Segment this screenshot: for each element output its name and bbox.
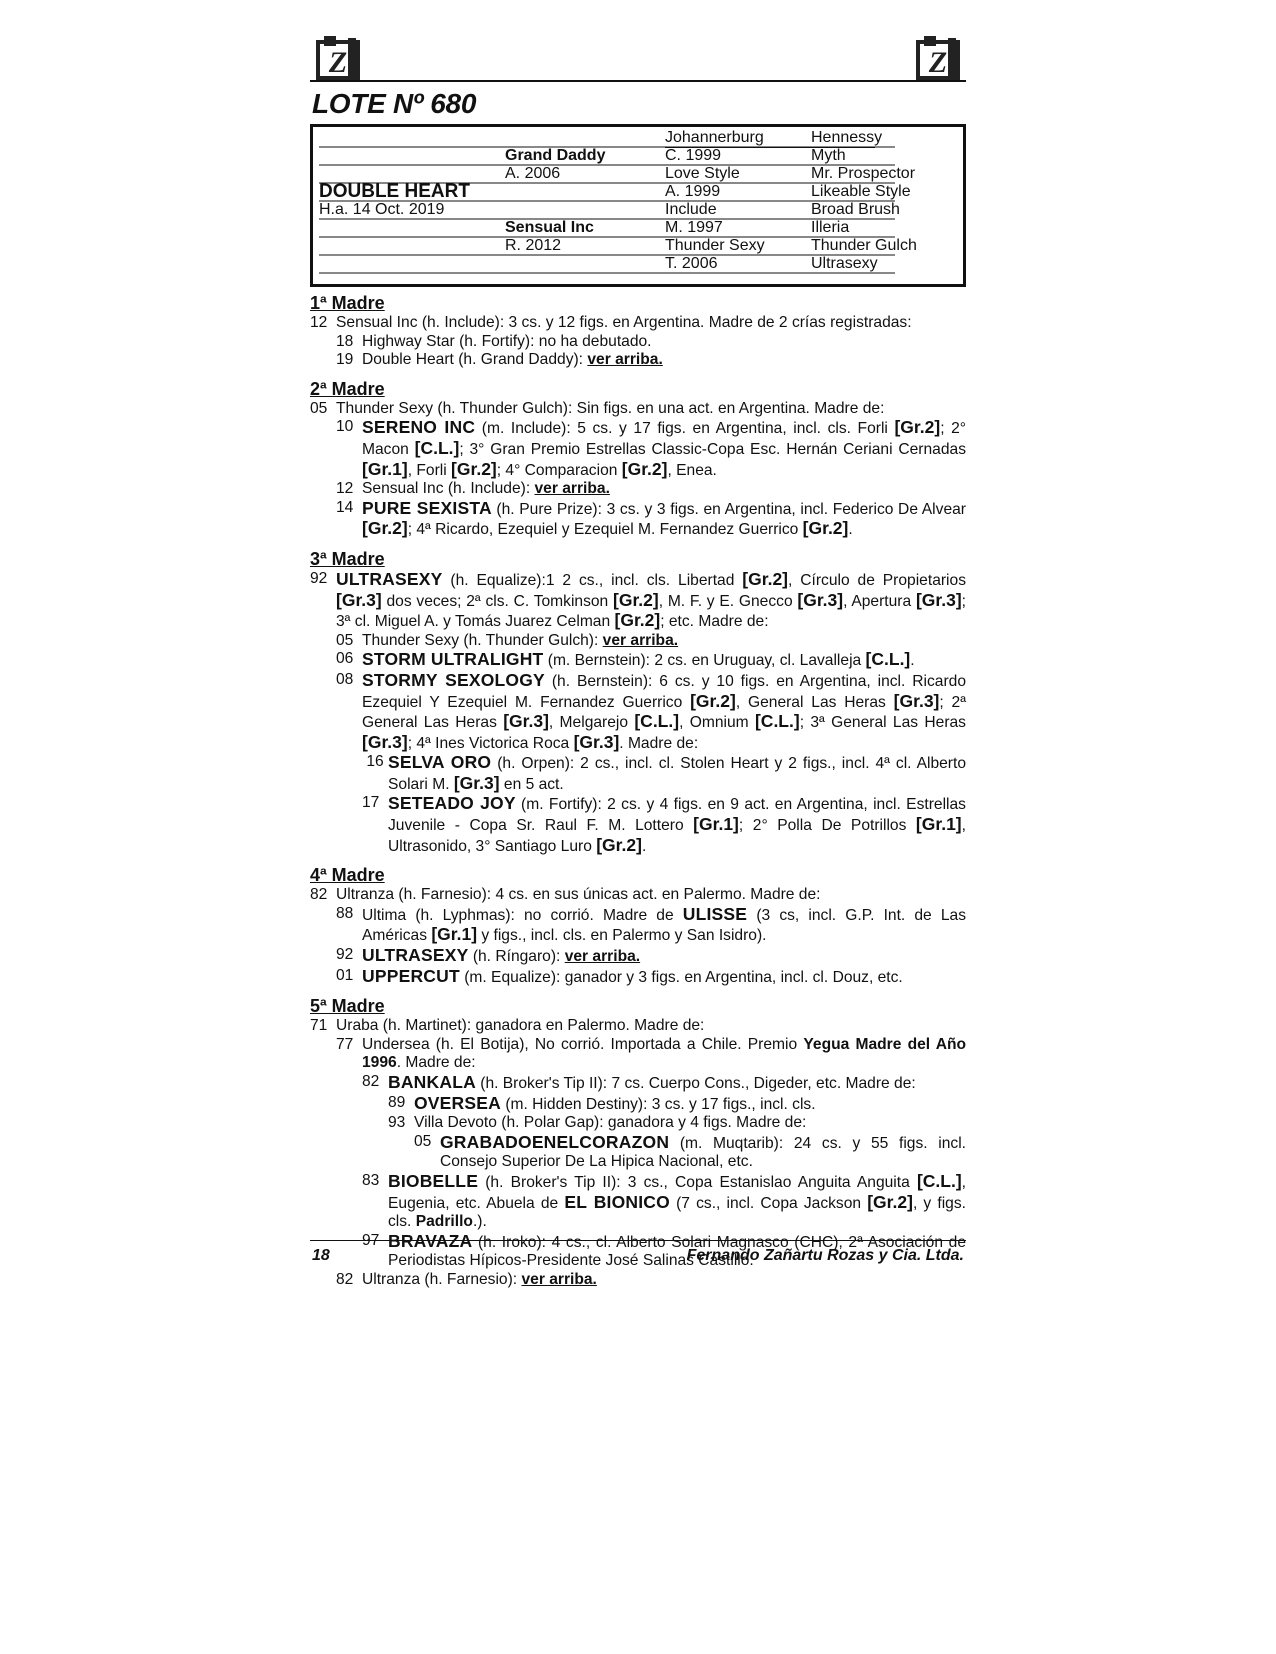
pedigree-cell: A. 2006 [505, 165, 561, 182]
ver-arriba-link: ver arriba. [602, 631, 679, 649]
ver-arriba-link: ver arriba. [521, 1270, 597, 1288]
page-number: 18 [312, 1247, 330, 1264]
list-item: 89 OVERSEA (m. Hidden Destiny): 3 cs. y 17 figs., incl. cls. [388, 1092, 816, 1113]
section-heading: 2ª Madre [310, 378, 385, 399]
pedigree-cell: A. 1999 [665, 183, 721, 200]
list-item: 92 ULTRASEXY (h. Ríngaro): ver arriba. [336, 945, 641, 966]
pedigree-cell: R. 2012 [505, 237, 562, 254]
zr-logo-icon [914, 34, 962, 82]
list-item: 17 SETEADO JOY (m. Fortify): 2 cs. y 4 figs. en 9 act. en Argentina, incl. Estrellas Juvenile - Copa Sr. Raul F. M. Lottero [Gr.1]; 2° Polla De Potrillos [Gr.1], Ultrasonido, 3° Santiago Luro [Gr.2]. [362, 793, 966, 855]
pedigree-table [310, 124, 966, 287]
list-item: 12 Sensual Inc (h. Include): ver arriba. [336, 480, 610, 498]
pedigree-horse-name: DOUBLE HEART [319, 181, 470, 202]
pedigree-cell: Thunder Sexy [665, 237, 765, 254]
lot-title: LOTE Nº 680 [312, 88, 477, 119]
list-item: 83 BIOBELLE (h. Broker's Tip II): 3 cs., Copa Estanislao Anguita Anguita [C.L.], Eugenia, etc. Abuela de EL BIONICO (7 cs., incl. Copa Jackson [Gr.2], y figs. cls. Padrillo.). [362, 1170, 966, 1231]
section-heading: 5ª Madre [310, 996, 385, 1017]
list-item: 14 PURE SEXISTA (h. Pure Prize): 3 cs. y 3 figs. en Argentina, incl. Federico De Alvear [Gr.2]; 4ª Ricardo, Ezequiel y Ezequiel M. Fernandez Guerrico [Gr.2]. [336, 497, 966, 539]
pedigree-rules [313, 127, 963, 284]
list-item: 05 Thunder Sexy (h. Thunder Gulch): Sin figs. en una act. en Argentina. Madre de: [310, 399, 885, 417]
list-item: 88 Ultima (h. Lyphmas): no corrió. Madre de ULISSE (3 cs, incl. G.P. Int. de Las Américas [Gr.1] y figs., incl. cls. en Palermo y San Isidro). [336, 903, 966, 945]
pedigree-cell: Hennessy [811, 129, 883, 146]
pedigree-cell: Mr. Prospector [811, 165, 916, 182]
pedigree-cell: T. 2006 [665, 255, 718, 272]
pedigree-sire: Grand Daddy [505, 147, 606, 164]
pedigree-cell: Love Style [665, 165, 740, 182]
pedigree-cell: Thunder Gulch [811, 237, 917, 254]
ver-arriba-link: ver arriba. [564, 948, 641, 966]
list-item: 82 Ultranza (h. Farnesio): ver arriba. [336, 1270, 597, 1288]
list-item: 92 ULTRASEXY (h. Equalize):1 2 cs., incl. cls. Libertad [Gr.2], Círculo de Propietarios [Gr.3] dos veces; 2ª cls. C. Tomkinson [Gr.2], M. F. y E. Gnecco [Gr.3], Apertura [Gr.3]; 3ª cl. Miguel A. y Tomás Juarez Celman [Gr.2]; etc. Madre de: [310, 568, 966, 631]
section-heading: 3ª Madre [310, 548, 385, 569]
header-rule [310, 80, 966, 82]
pedigree-dam: Sensual Inc [505, 219, 594, 236]
list-item: 08 STORMY SEXOLOGY (h. Bernstein): 6 cs. y 10 figs. en Argentina, incl. Ricardo Ezequiel Y Ezequiel M. Fernandez Guerrico [Gr.2], General Las Heras [Gr.3]; 2ª General Las Heras [Gr.3], Melgarejo [C.L.], Omnium [C.L.]; 3ª General Las Heras [Gr.3]; 4ª Ines Victorica Roca [Gr.3]. Madre de: [336, 669, 966, 752]
pedigree-cell: Broad Brush [811, 201, 900, 218]
pedigree-cell: Ultrasexy [811, 255, 878, 272]
list-item: 82 Ultranza (h. Farnesio): 4 cs. en sus únicas act. en Palermo. Madre de: [310, 886, 821, 904]
list-item: 93 Villa Devoto (h. Polar Gap): ganadora y 4 figs. Madre de: [388, 1114, 807, 1132]
pedigree-cell: Illeria [811, 219, 850, 236]
list-item: 97 BRAVAZA (h. Iroko): 4 cs., cl. Alberto Solari Magnasco (CHC), 2ª Asociación de Periodistas Hípicos-Presidente José Salinas Castillo. [362, 1230, 966, 1270]
list-item: 19 Double Heart (h. Grand Daddy): ver arriba. [336, 351, 663, 369]
ver-arriba-link: ver arriba. [534, 480, 610, 498]
section-heading: 1ª Madre [310, 293, 385, 313]
list-item: 06 STORM ULTRALIGHT (m. Bernstein): 2 cs. en Uruguay, cl. Lavalleja [C.L.]. [336, 649, 915, 670]
list-item: 05 GRABADOENELCORAZON (m. Muqtarib): 24 cs. y 55 figs. incl. Consejo Superior De La Hipica Nacional, etc. [414, 1131, 966, 1171]
pedigree-horse-birth: H.a. 14 Oct. 2019 [319, 201, 445, 218]
pedigree-cell: Include [665, 201, 717, 218]
pedigree-cell: C. 1999 [665, 147, 722, 164]
company-name: Fernando Zañartu Rozas y Cia. Ltda. [686, 1247, 964, 1264]
section-heading: 4ª Madre [310, 865, 385, 886]
svg-text:Z: Z [928, 46, 948, 79]
pedigree-cell: M. 1997 [665, 219, 723, 236]
pedigree-cell: Myth [811, 147, 846, 164]
list-item: 10 SERENO INC (m. Include): 5 cs. y 17 figs. en Argentina, incl. cls. Forli [Gr.2]; 2° Macon [C.L.]; 3° Gran Premio Estrellas Classic-Copa Esc. Hernán Ceriani Cernadas [Gr.1], Forli [Gr.2]; 4° Comparacion [Gr.2], Enea. [336, 417, 967, 479]
list-item: 01 UPPERCUT (m. Equalize): ganador y 3 figs. en Argentina, incl. cl. Douz, etc. [336, 965, 903, 986]
pedigree-cell: Likeable Style [811, 183, 911, 200]
list-item: 12 Sensual Inc (h. Include): 3 cs. y 12 figs. en Argentina. Madre de 2 crías registradas: [310, 314, 912, 331]
svg-text:Z: Z [328, 46, 348, 79]
family-details [310, 292, 966, 1290]
list-item: 18 Highway Star (h. Fortify): no ha debutado. [336, 332, 652, 350]
list-item: 77 Undersea (h. El Botija), No corrió. Importada a Chile. Premio Yegua Madre del Año 1996. Madre de: [336, 1035, 967, 1072]
list-item: 05 Thunder Sexy (h. Thunder Gulch): ver arriba. [336, 631, 679, 649]
zr-logo-icon [314, 34, 362, 82]
pedigree-cell: Johannerburg [665, 129, 875, 148]
list-item: 82 BANKALA (h. Broker's Tip II): 7 cs. Cuerpo Cons., Digeder, etc. Madre de: [362, 1072, 916, 1092]
list-item: 16 SELVA ORO (h. Orpen): 2 cs., incl. cl. Stolen Heart y 2 figs., incl. 4ª cl. Alberto Solari M. [Gr.3] en 5 act. [362, 752, 966, 793]
page-header [310, 30, 966, 86]
ver-arriba-link: ver arriba. [587, 351, 663, 369]
list-item: 71 Uraba (h. Martinet): ganadora en Palermo. Madre de: [310, 1017, 705, 1035]
catalog-page [310, 0, 966, 1654]
